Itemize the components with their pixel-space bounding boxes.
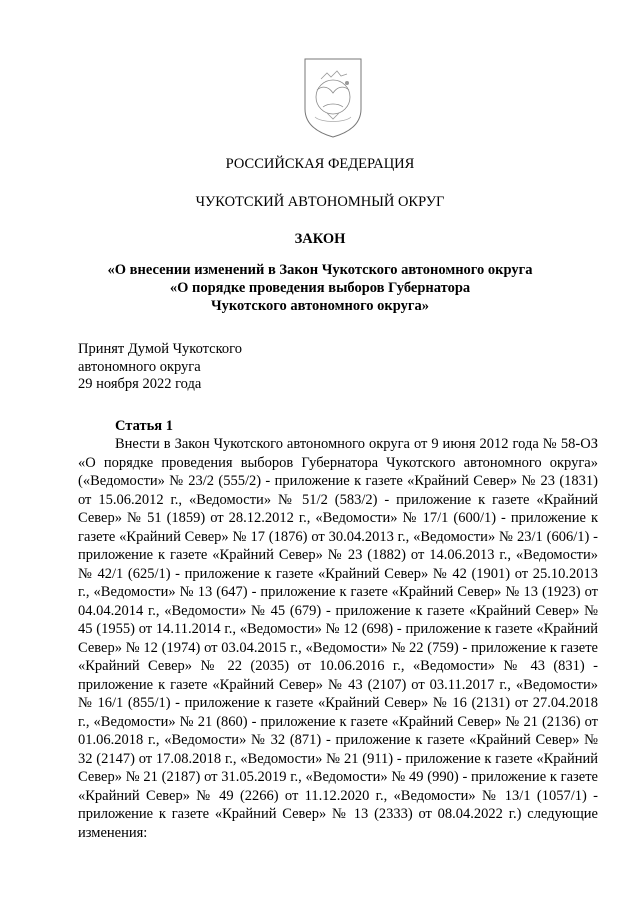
article-body: Внести в Закон Чукотского автономного округа от 9 июня 2012 года № 58-ОЗ «О порядке проведения выборов Губернатора Чукотского автономного округа» («Ведомости» № 23/2 (555/2) - приложение к газете «Крайний Север» № 23 (1831) от 15.06.2012 г., «Ведомости» № 51/2 (583/2) - приложение к газете «Крайний Север» № 51 (1859) от 28.12.2012 г., «Ведомости» № 17/1 (600/1) - приложение к газете «Крайний Север» № 17 (1876) от 30.04.2013 г., «Ведомости» № 23/1 (606/1) - приложение к газете «Крайний Север» № 23 (1882) от 14.06.2013 г., «Ведомости» № 42/1 (625/1) - приложение к газете «Крайний Север» № 42 (1901) от 25.10.2013 г., «Ведомости» № 13 (647) - приложение к газете «Крайний Север» № 13 (1923) от 04.04.2014 г., «Ведомости» № 45 (679) - приложение к газете «Крайний Север» № 45 (1955) от 14.11.2014 г., «Ведомости» № 12 (698) - приложение к газете «Крайний Север» № 12 (1974) от 03.04.2015 г., «Ведомости» № 22 (759) - приложение к газете «Крайний Север» № 22 (2035) от 10.06.2016 г., «Ведомости» № 43 (831) - приложение к газете «Крайний Север» № 43 (2107) от 03.11.2017 г., «Ведомости» № 16/1 (855/1) - приложение к газете «Крайний Север» № 16 (2131) от 27.04.2018 г., «Ведомости» № 21 (860) - приложение к газете «Крайний Север» № 21 (2136) от 01.06.2018 г., «Ведомости» № 32 (871) - приложение к газете «Крайний Север» № 32 (2147) от 17.08.2018 г., «Ведомости» № 21 (911) - приложение к газете «Крайний Север» № 21 (2187) от 31.05.2019 г., «Ведомости» № 49 (990) - приложение к газете «Крайний Север» № 49 (2266) от 11.12.2020 г., «Ведомости» № 13/1 (1057/1) - приложение к газете «Крайний Север» № 13 (2333) от 08.04.2022 г.) следующие изменения:: [78, 436, 598, 841]
adoption-note: [78, 341, 242, 394]
coat-of-arms-icon: [303, 57, 363, 139]
document-type-heading: ЗАКОН: [294, 231, 346, 247]
region-heading: ЧУКОТСКИЙ АВТОНОМНЫЙ ОКРУГ: [195, 194, 445, 210]
adoption-date: 29 ноября 2022 года: [78, 376, 202, 392]
law-title-line-1: «О внесении изменений в Закон Чукотского автономного округа: [107, 262, 533, 278]
article-heading: Статья 1: [115, 418, 173, 434]
adoption-line-1: Принят Думой Чукотского: [78, 341, 243, 357]
adoption-line-2: автономного округа: [78, 358, 201, 375]
law-title-line-2: «О порядке проведения выборов Губернатора: [169, 280, 471, 296]
law-title: [0, 261, 640, 315]
law-title-line-3: Чукотского автономного округа»: [211, 298, 429, 314]
country-heading: РОССИЙСКАЯ ФЕДЕРАЦИЯ: [225, 156, 415, 172]
